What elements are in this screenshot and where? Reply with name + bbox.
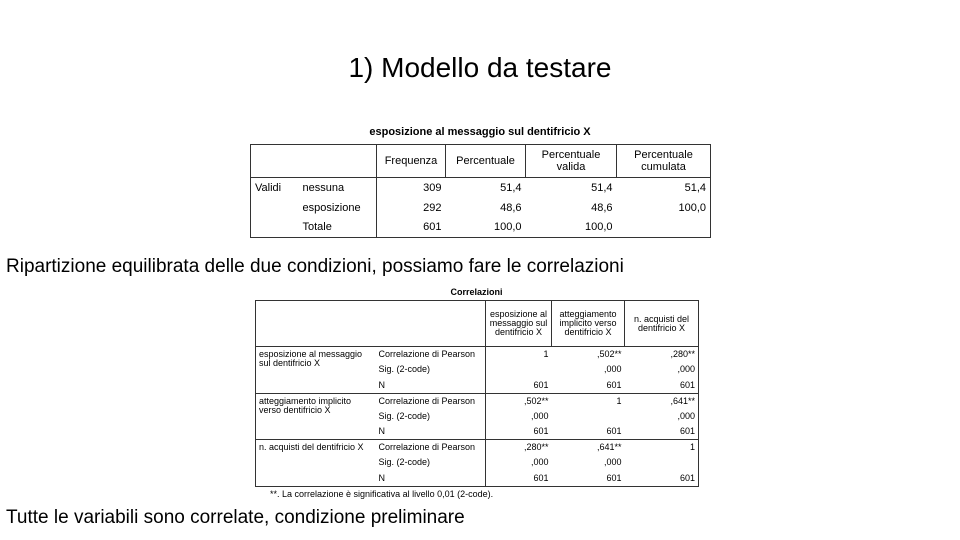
table-cell: ,641** xyxy=(552,440,625,456)
table-cell: 292 xyxy=(377,198,446,218)
table-cell: 51,4 xyxy=(446,178,526,198)
table-cell: 309 xyxy=(377,178,446,198)
variable-label: atteggiamento implicito verso dentifricio X xyxy=(256,393,376,440)
table-cell: 601 xyxy=(625,471,699,487)
table-cell: 601 xyxy=(552,471,625,487)
caption-correlation: Ripartizione equilibrata delle due condizioni, possiamo fare le correlazioni xyxy=(6,256,624,277)
slide-title: 1) Modello da testare xyxy=(348,52,612,83)
table-cell: 601 xyxy=(625,424,699,440)
table-cell: 51,4 xyxy=(526,178,617,198)
correlation-table-title: Correlazioni xyxy=(450,287,503,297)
stat-label: Correlazione di Pearson xyxy=(376,440,486,456)
table-cell: ,502** xyxy=(486,393,552,409)
table-cell: ,000 xyxy=(603,457,622,468)
table-cell: 100,0 xyxy=(617,198,711,218)
table-cell: 601 xyxy=(486,424,552,440)
correlation-header-corner xyxy=(256,301,486,347)
table-cell: ,000 xyxy=(625,409,699,425)
table-cell: ,280** xyxy=(486,440,552,456)
row-label: esposizione xyxy=(302,201,361,214)
table-cell: ,502** xyxy=(552,347,625,363)
stat-label: Correlazione di Pearson xyxy=(376,393,486,409)
table-cell: 48,6 xyxy=(591,201,613,214)
table-cell xyxy=(552,409,625,425)
frequency-header-cell: Percentuale valida xyxy=(526,145,617,178)
table-cell xyxy=(486,362,552,378)
row-label: Totale xyxy=(299,218,377,238)
stat-label: Sig. (2-code) xyxy=(378,364,431,375)
table-cell: 601 xyxy=(625,378,699,394)
table-cell: 601 xyxy=(377,218,446,238)
table-cell: ,000 xyxy=(486,409,552,425)
table-cell: 48,6 xyxy=(500,201,522,214)
row-group-label: Validi xyxy=(251,178,299,238)
stat-label: N xyxy=(378,379,385,390)
row-label: nessuna xyxy=(299,178,377,198)
frequency-header-cell: Percentuale cumulata xyxy=(617,145,711,178)
table-cell: 100,0 xyxy=(446,218,526,238)
table-row xyxy=(251,218,711,238)
frequency-header-corner xyxy=(251,145,377,178)
table-cell: 100,0 xyxy=(526,218,617,238)
table-cell: 601 xyxy=(486,378,552,394)
frequency-header-cell: Percentuale xyxy=(446,145,526,178)
table-cell: 1 xyxy=(552,393,625,409)
table-cell: ,280** xyxy=(625,347,699,363)
table-row xyxy=(251,198,711,218)
table-cell xyxy=(617,218,711,238)
caption-conclusion: Tutte le variabili sono correlate, condizione preliminare xyxy=(6,507,465,528)
correlation-header-cell: esposizione al messaggio sul dentifricio X xyxy=(486,301,552,347)
stat-label: Sig. (2-code) xyxy=(378,410,431,421)
table-cell: 1 xyxy=(486,347,552,363)
table-cell: 601 xyxy=(606,379,622,390)
table-row xyxy=(256,347,699,363)
correlation-footnote: **. La correlazione è significativa al livello 0,01 (2-code). xyxy=(270,489,494,499)
variable-label: esposizione al messaggio sul dentifricio X xyxy=(256,347,376,394)
table-cell: ,000 xyxy=(625,362,699,378)
stat-label: Sig. (2-code) xyxy=(378,457,431,468)
frequency-table-title: esposizione al messaggio sul dentifricio X xyxy=(369,126,591,138)
frequency-header-cell: Frequenza xyxy=(377,145,446,178)
table-cell xyxy=(625,455,699,471)
table-cell: ,000 xyxy=(603,364,622,375)
correlation-header-cell: atteggiamento implicito verso dentifricio X xyxy=(552,301,625,347)
table-cell: 1 xyxy=(625,440,699,456)
table-cell: 601 xyxy=(606,426,622,436)
table-cell: 601 xyxy=(486,471,552,487)
table-row xyxy=(251,178,711,198)
correlation-header-cell: n. acquisti del dentifricio X xyxy=(625,301,699,347)
table-cell: ,641** xyxy=(625,393,699,409)
table-cell: 51,4 xyxy=(617,178,711,198)
table-row xyxy=(256,393,699,409)
stat-label: N xyxy=(376,471,486,487)
stat-label: N xyxy=(378,426,385,436)
table-cell: ,000 xyxy=(486,455,552,471)
frequency-table xyxy=(250,144,711,238)
table-row xyxy=(256,440,699,456)
correlation-table xyxy=(255,300,699,487)
variable-label: n. acquisti del dentifricio X xyxy=(256,440,376,487)
stat-label: Correlazione di Pearson xyxy=(376,347,486,363)
